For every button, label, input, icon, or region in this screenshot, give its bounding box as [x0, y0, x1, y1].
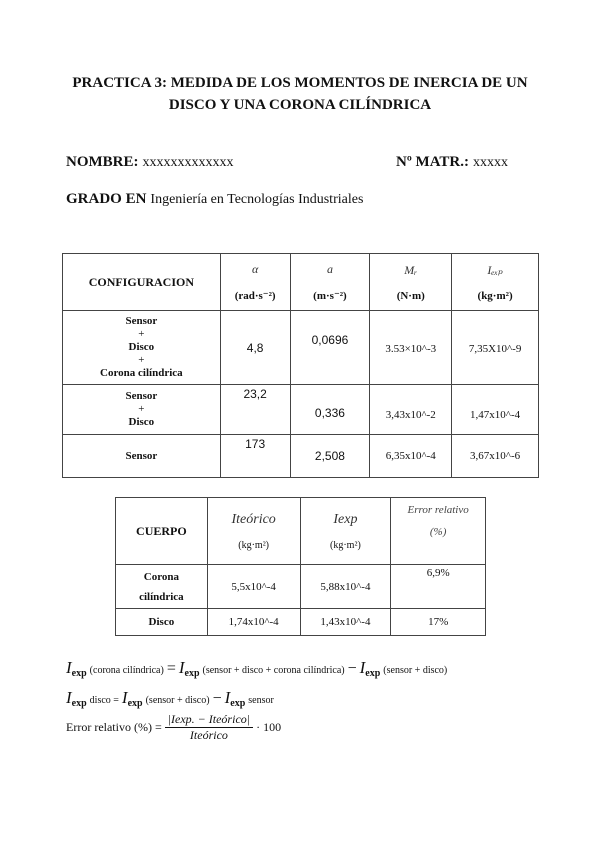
header-error: [391, 498, 486, 565]
title-line-2: DISCO Y UNA CORONA CILÍNDRICA: [168, 97, 432, 113]
title-line-1: PRACTICA 3: MEDIDA DE LOS MOMENTOS DE INERCIA DE UN: [72, 75, 528, 91]
a-cell: 2,508: [290, 435, 370, 478]
body-line: cilíndrica: [139, 590, 184, 603]
formula-sub: exp: [71, 668, 87, 679]
config-line: Sensor: [125, 315, 158, 327]
formula-sub: exp: [71, 698, 87, 709]
table-row: [116, 565, 486, 609]
config-line: Sensor: [125, 390, 158, 402]
iteorico-unit: (kg·m²): [238, 539, 270, 551]
iexp-symbol: Iexp: [333, 511, 358, 527]
formula-sub: exp: [127, 698, 143, 709]
body-cell: [116, 609, 208, 636]
mr-cell: 6,35x10^-4: [370, 435, 452, 478]
a-symbol: a: [326, 262, 333, 276]
iexp-cell: 1,43x10^-4: [300, 609, 391, 636]
fraction-denominator: Iteórico: [189, 728, 228, 742]
matr-value: xxxxx: [473, 155, 508, 170]
formula-sub: exp: [230, 698, 246, 709]
fraction-numerator: |Iexp. − Iteórico|: [165, 712, 253, 728]
config-line: Disco: [128, 341, 155, 353]
error-unit: (%): [429, 526, 447, 538]
alpha-cell: 173: [220, 435, 290, 478]
body-line: Corona: [143, 570, 179, 583]
mr-cell: 3,43x10^-2: [370, 385, 452, 435]
header-a: [290, 254, 370, 311]
a-unit: (m·s⁻²): [313, 290, 347, 302]
iexp-cell: 3,67x10^-6: [452, 435, 539, 478]
table-row: [116, 609, 486, 636]
formula-sub: exp: [365, 668, 381, 679]
config-line: +: [138, 328, 145, 340]
formula-sub: exp: [184, 668, 200, 679]
body-line: Disco: [148, 616, 175, 628]
header-iexp: [452, 254, 539, 311]
header-mr: [370, 254, 452, 311]
a-cell: 0,0696: [290, 311, 370, 385]
name-label: NOMBRE:: [66, 154, 139, 170]
config-line: Corona cilíndrica: [100, 367, 183, 379]
matr-field: [396, 153, 508, 171]
table-header-row: [63, 254, 539, 311]
iexp-symbol: Iₑₓₚ: [487, 262, 503, 277]
error-label: Error relativo: [407, 504, 469, 516]
a-cell: 0,336: [290, 385, 370, 435]
body-cell: [116, 565, 208, 609]
iexp-cell: 1,47x10^-4: [452, 385, 539, 435]
body-inertia-table: [115, 497, 486, 636]
iexp-unit: (kg·m²): [330, 539, 361, 551]
table-row: [63, 435, 539, 478]
formula-note: (sensor + disco): [383, 665, 448, 676]
error-cell: 17%: [391, 609, 486, 636]
error-formula-tail: · 100: [256, 720, 282, 734]
config-cell: [63, 385, 221, 435]
document-title: [40, 72, 560, 116]
header-alpha: [220, 254, 290, 311]
grado-value: Ingeniería en Tecnologías Industriales: [150, 192, 364, 207]
formula-disco: $I_{exp}$ disco = $I_{exp}$ (sensor + disco) − $I_{exp}$ sensor: [66, 688, 274, 709]
table-row: [63, 385, 539, 435]
table-row: [63, 311, 539, 385]
header-iexp: [300, 498, 391, 565]
config-line: +: [138, 403, 145, 415]
name-value: xxxxxxxxxxxxx: [142, 155, 234, 170]
matr-label: Nº MATR.:: [396, 154, 469, 170]
alpha-cell: 4,8: [220, 311, 290, 385]
alpha-unit: (rad·s⁻²): [234, 290, 276, 302]
config-line: Disco: [128, 416, 155, 428]
error-cell: 6,9%: [391, 565, 486, 609]
header-iteorico: [207, 498, 300, 565]
name-field: [66, 153, 234, 171]
error-fraction: [165, 712, 253, 743]
formula-note: (sensor + disco): [145, 695, 210, 706]
config-line: Sensor: [125, 450, 158, 462]
iexp-unit: (kg·m²): [477, 289, 513, 302]
config-line: +: [138, 354, 145, 366]
iteorico-cell: 1,74x10^-4: [207, 609, 300, 636]
alpha-cell: 23,2: [220, 385, 290, 435]
mr-unit: (N·m): [396, 289, 425, 302]
header-cuerpo: CUERPO: [116, 498, 208, 565]
config-cell: [63, 435, 221, 478]
config-cell: [63, 311, 221, 385]
error-formula-label: Error relativo (%) =: [66, 720, 162, 734]
formula-corona: $I_{exp}$ (corona cilíndrica) = $I_{exp}$ (sensor + disco + corona cilíndrica) − $I_{exp}$ (sensor + disco): [66, 658, 448, 679]
mr-cell: 3.53×10^-3: [370, 311, 452, 385]
configuration-table: [62, 253, 539, 478]
iteorico-cell: 5,5x10^-4: [207, 565, 300, 609]
formula-note: disco =: [89, 695, 119, 706]
formula-note: sensor: [248, 695, 274, 706]
header-configuracion: CONFIGURACION: [63, 254, 221, 311]
grado-label: GRADO EN: [66, 191, 147, 207]
iexp-cell: 5,88x10^-4: [300, 565, 391, 609]
formula-note: (corona cilíndrica): [89, 665, 164, 676]
iteorico-symbol: Iteórico: [231, 511, 276, 527]
formula-note: (sensor + disco + corona cilíndrica): [202, 665, 345, 676]
iexp-cell: 7,35X10^-9: [452, 311, 539, 385]
mr-symbol: Mᵣ: [404, 262, 418, 277]
alpha-symbol: α: [251, 262, 259, 276]
table-header-row: [116, 498, 486, 565]
formula-error: [66, 712, 281, 743]
grado-field: [66, 190, 363, 208]
